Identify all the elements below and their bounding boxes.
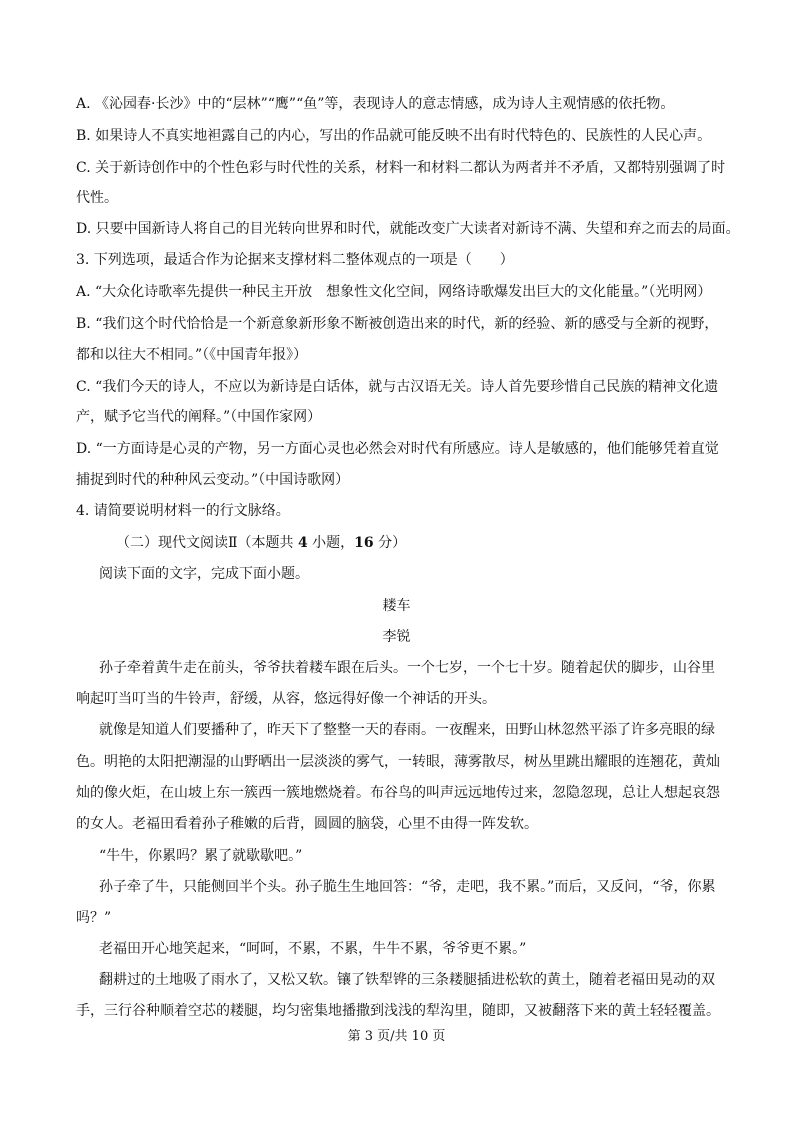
paragraph-6-line1: 翻耕过的土地吸了雨水了，又松又软。镶了铁犁铧的三条耧腿插进松软的黄土，随着老福田晃动的双 xyxy=(99,972,715,988)
question-4: 4. 请简要说明材料一的行文脉络。 xyxy=(76,503,290,519)
section-score: 16 xyxy=(354,535,374,551)
paragraph-6-line2: 手，三行谷种顺着空芯的耧腿，均匀密集地播撒到浅浅的犁沟里，随即，又被翻落下来的黄土轻轻覆盖。 xyxy=(76,1003,720,1019)
paragraph-2-line4: 的女人。老福田看着孙子稚嫩的后背，圆圆的脑袋，心里不由得一阵发软。 xyxy=(76,816,538,832)
option-2b: B. 如果诗人不真实地袒露自己的内心，写出的作品就可能反映不出有时代特色的、民族性的人民心声。 xyxy=(76,128,712,144)
paragraph-2-line1: 就像是知道人们要播种了，昨天下了整整一天的春雨。一夜醒来，田野山林忽然平添了许多亮眼的绿 xyxy=(99,722,715,738)
page-footer: 第 3 页/共 10 页 xyxy=(347,1029,446,1044)
option-2c-line2: 代性。 xyxy=(76,190,118,206)
story-author: 李锐 xyxy=(382,629,411,645)
option-3d-line2: 捕捉到时代的种种风云变动。”（中国诗歌网） xyxy=(76,472,350,488)
question-3-stem: 3. 下列选项，最适合作为论据来支撑材料二整体观点的一项是（ ） xyxy=(76,252,514,268)
paragraph-4-line1: 孙子牵了牛，只能侧回半个头。孙子脆生生地回答：“爷，走吧，我不累。”而后，又反问，“爷，你累 xyxy=(99,879,716,895)
section-heading-part3: 分） xyxy=(373,535,407,551)
paragraph-3: “牛牛，你累吗？累了就歇歇吧。” xyxy=(99,848,303,864)
option-3b-line1: B. “我们这个时代恰恰是一个新意象新形象不断被创造出来的时代，新的经验、新的感受与全新的视野， xyxy=(76,316,719,332)
option-3c-line1: C. “我们今天的诗人，不应以为新诗是白话体，就与古汉语无关。诗人首先要珍惜自己民族的精神文化遗 xyxy=(76,379,719,395)
paragraph-4-line2: 吗？” xyxy=(76,910,112,926)
option-2d: D. 只要中国新诗人将自己的目光转向世界和时代，就能改变广大读者对新诗不满、失望和弃之而去的局面。 xyxy=(76,221,740,237)
option-3a: A. “大众化诗歌率先提供一种民主开放 想象性文化空间，网络诗歌爆发出巨大的文化能量。”（光明网） xyxy=(76,284,712,300)
section-instruction: 阅读下面的文字，完成下面小题。 xyxy=(99,566,309,582)
section-heading xyxy=(116,533,406,553)
option-3b-line2: 都和以往大不相同。”（《中国青年报》） xyxy=(76,347,308,363)
section-heading-part2: 小题， xyxy=(307,535,355,551)
option-2a: A. 《沁园春·长沙》中的“层林”“鹰”“鱼”等，表现诗人的意志情感，成为诗人主观情感的依托物。 xyxy=(76,96,675,112)
option-2c-line1: C. 关于新诗创作中的个性色彩与时代性的关系，材料一和材料二都认为两者并不矛盾，又都特别强调了时 xyxy=(76,160,726,176)
paragraph-1-line1: 孙子牵着黄牛走在前头，爷爷扶着耧车跟在后头。一个七岁，一个七十岁。随着起伏的脚步，山谷里 xyxy=(99,660,715,676)
option-3c-line2: 产，赋予它当代的阐释。”（中国作家网） xyxy=(76,409,322,425)
paragraph-1-line2: 响起叮当叮当的牛铃声，舒缓，从容，悠远得好像一个神话的开头。 xyxy=(76,691,496,707)
paragraph-2-line2: 色。明艳的太阳把潮湿的山野晒出一层淡淡的雾气，一转眼，薄雾散尽，树丛里跳出耀眼的连翘花，黄灿 xyxy=(76,754,720,770)
paragraph-5: 老福田开心地笑起来，“呵呵，不累，不累，牛牛不累，爷爷更不累。” xyxy=(99,941,527,957)
paragraph-2-line3: 灿的像火炬，在山坡上东一簇西一簇地燃烧着。布谷鸟的叫声远远地传过来，忽隐忽现，总让人想起哀怨 xyxy=(76,785,720,801)
section-question-count: 4 xyxy=(297,535,308,551)
section-heading-part1: （二）现代文阅读Ⅱ（本题共 xyxy=(116,535,298,551)
option-3d-line1: D. “一方面诗是心灵的产物，另一方面心灵也必然会对时代有所感应。诗人是敏感的，他们能够凭着直觉 xyxy=(76,441,719,457)
story-title: 耧车 xyxy=(382,598,411,614)
